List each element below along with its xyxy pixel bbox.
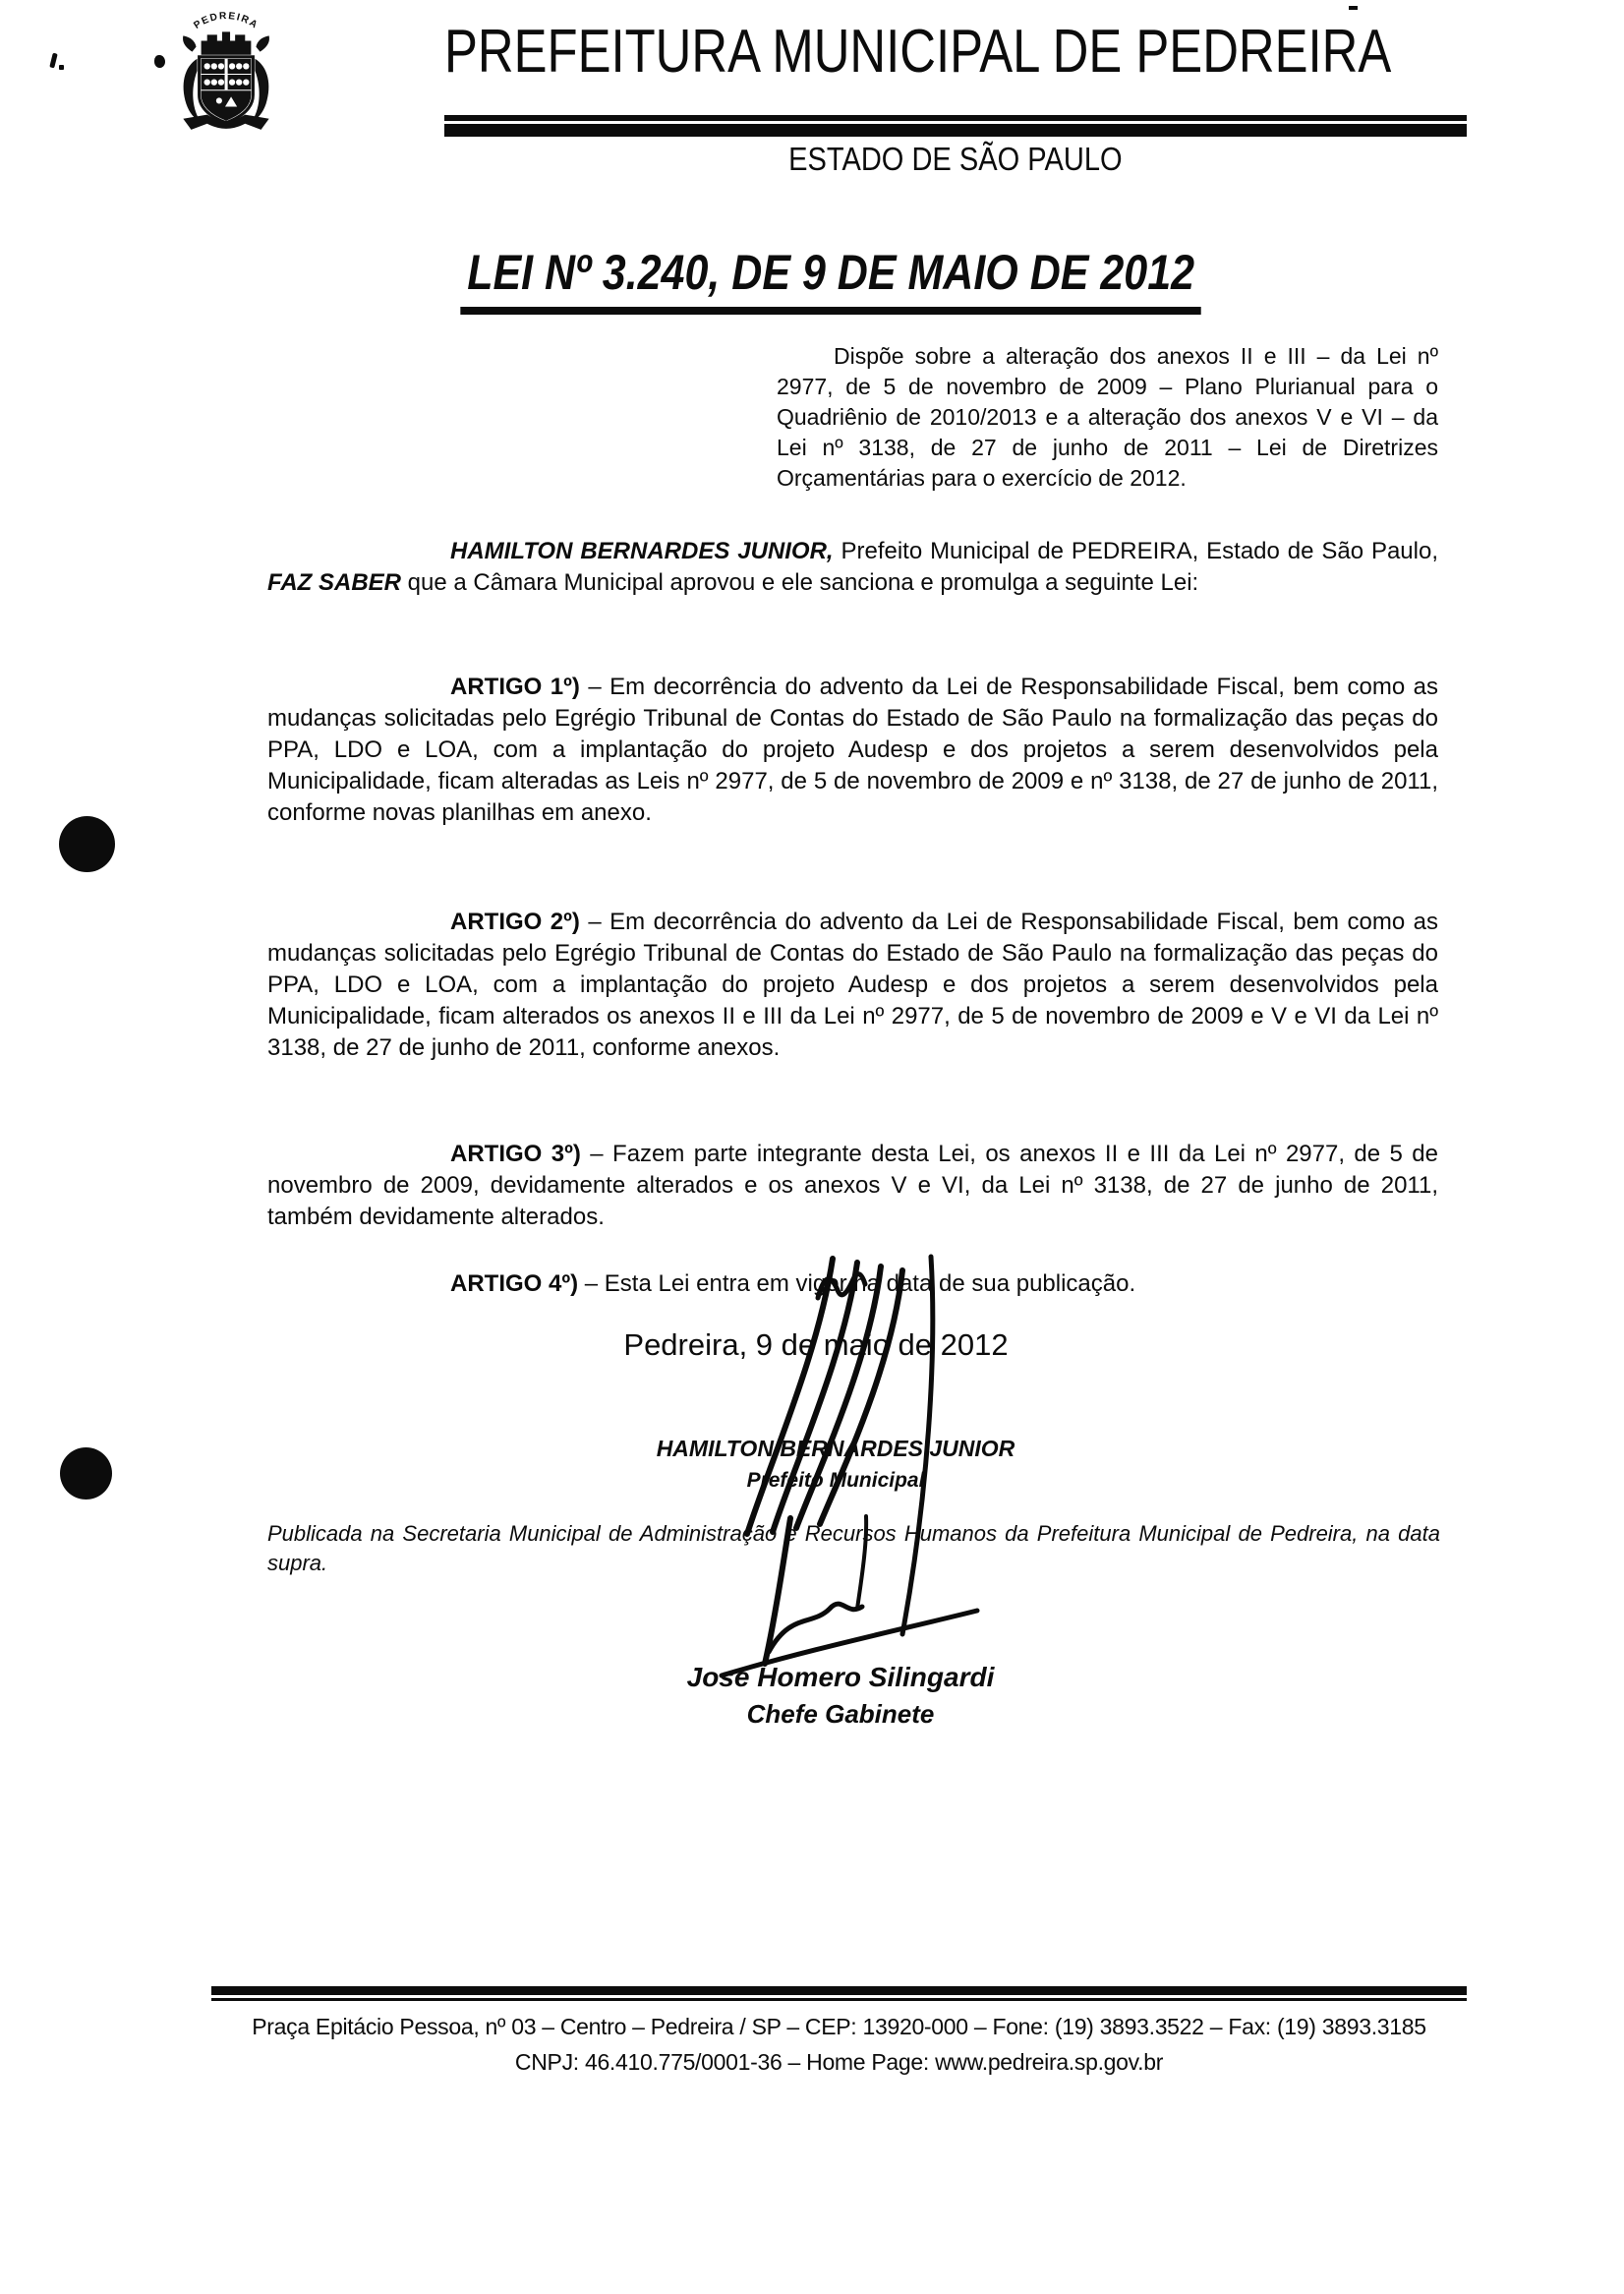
- chief-role: Chefe Gabinete: [746, 1699, 935, 1729]
- dateline: Pedreira, 9 de maio de 2012: [623, 1327, 1009, 1362]
- article-4-label: ARTIGO 4º): [450, 1270, 579, 1297]
- preamble-text-2: que a Câmara Municipal aprovou e ele sanciona e promulga a seguinte Lei:: [401, 569, 1199, 596]
- footer-divider-thick-line: [211, 1986, 1467, 1995]
- law-title: LEI Nº 3.240, DE 9 DE MAIO DE 2012: [460, 244, 1201, 315]
- page-footer: [211, 1986, 1467, 2076]
- article-3-body: – Fazem parte integrante desta Lei, os anexos II e III da Lei nº 2977, de 5 de novembro de 2009, devidamente alterados e os anexos V e VI, da Lei nº 3138, de 27 de junho de 2011, também devidamente alterados.: [267, 1141, 1438, 1230]
- svg-text:PEDREIRA: [192, 11, 260, 31]
- article-2-body: – Em decorrência do advento da Lei de Responsabilidade Fiscal, bem como as mudanças solicitadas pelo Egrégio Tribunal de Contas do Estado de São Paulo na formalização das peças do PPA, LDO e LOA, com a implantação do projeto Audesp e dos projetos a serem desenvolvidos pela Municipalidade, ficam alterados os anexos II e III da Lei nº 2977, de 5 de novembro de 2009 e V e VI da Lei nº 3138, de 27 de junho de 2011, conforme anexos.: [267, 909, 1438, 1061]
- faz-saber-emphasis: FAZ SABER: [267, 569, 402, 596]
- mayor-signature-block: [275, 1436, 1396, 1493]
- mayor-name: HAMILTON BERNARDES JUNIOR: [656, 1436, 1015, 1461]
- law-preamble: [267, 536, 1438, 599]
- divider-thick-line: [444, 124, 1467, 137]
- footer-address: Praça Epitácio Pessoa, nº 03 – Centro – Pedreira / SP – CEP: 13920-000 – Fone: (19) 3893.3522 – Fax: (19) 3893.3185: [252, 2014, 1426, 2039]
- mayor-role: Prefeito Municipal: [746, 1469, 925, 1492]
- chief-signature-block: [275, 1662, 1406, 1730]
- article-4-body: – Esta Lei entra em vigor na data de sua publicação.: [578, 1270, 1136, 1297]
- law-title-row: [324, 244, 1337, 315]
- footer-cnpj: CNPJ: 46.410.775/0001-36 – Home Page: www.pedreira.sp.gov.br: [514, 2049, 1164, 2075]
- article-3: [267, 1139, 1438, 1233]
- footer-divider: [211, 1986, 1467, 2001]
- scan-artifact: [49, 53, 57, 69]
- mayor-name-inline: HAMILTON BERNARDES JUNIOR,: [450, 538, 834, 564]
- article-1-label: ARTIGO 1º): [450, 674, 580, 700]
- scan-artifact: [59, 65, 64, 70]
- article-1-body: – Em decorrência do advento da Lei de Responsabilidade Fiscal, bem como as mudanças solicitadas pelo Egrégio Tribunal de Contas do Estado de São Paulo na formalização das peças do PPA, LDO e LOA, com a implantação do projeto Audesp e dos projetos a serem desenvolvidos pela Municipalidade, ficam alteradas as Leis nº 2977, de 5 de novembro de 2009 e nº 3138, de 27 de junho de 2011, conforme novas planilhas em anexo.: [267, 674, 1438, 826]
- hole-punch-mark: [60, 1447, 112, 1500]
- footer-divider-thin-line: [211, 1998, 1467, 2001]
- scan-artifact: [1349, 6, 1358, 10]
- article-4: [267, 1268, 1438, 1300]
- letterhead-divider: [444, 115, 1467, 137]
- divider-thin-line: [444, 115, 1467, 121]
- crest-crown: [202, 31, 252, 54]
- crest-arc-text: PEDREIRA: [192, 10, 261, 31]
- article-3-label: ARTIGO 3º): [450, 1141, 581, 1167]
- chief-name: José Homero Silingardi: [686, 1662, 995, 1692]
- publication-note: Publicada na Secretaria Municipal de Administração e Recursos Humanos da Prefeitura Municipal de Pedreira, na data supra.: [267, 1521, 1440, 1575]
- hole-punch-mark: [59, 816, 115, 872]
- article-2: [267, 907, 1438, 1064]
- pedreira-coat-of-arms-logo: [161, 10, 291, 138]
- law-summary: Dispõe sobre a alteração dos anexos II e III – da Lei nº 2977, de 5 de novembro de 2009 – Plano Plurianual para o Quadriênio de 2010/2013 e a alteração dos anexos V e VI – da Lei nº 3138, de 27 de junho de 2011 – Lei de Diretrizes Orçamentárias para o exercício de 2012.: [777, 343, 1438, 491]
- letterhead-title: [444, 18, 1599, 98]
- letterhead-state: [444, 142, 1467, 184]
- article-1: [267, 672, 1438, 829]
- article-2-label: ARTIGO 2º): [450, 909, 580, 935]
- municipality-name: PREFEITURA MUNICIPAL DE PEDREIRA: [444, 18, 1392, 86]
- preamble-text-1: Prefeito Municipal de PEDREIRA, Estado de São Paulo,: [833, 538, 1438, 564]
- state-name: ESTADO DE SÃO PAULO: [788, 141, 1123, 177]
